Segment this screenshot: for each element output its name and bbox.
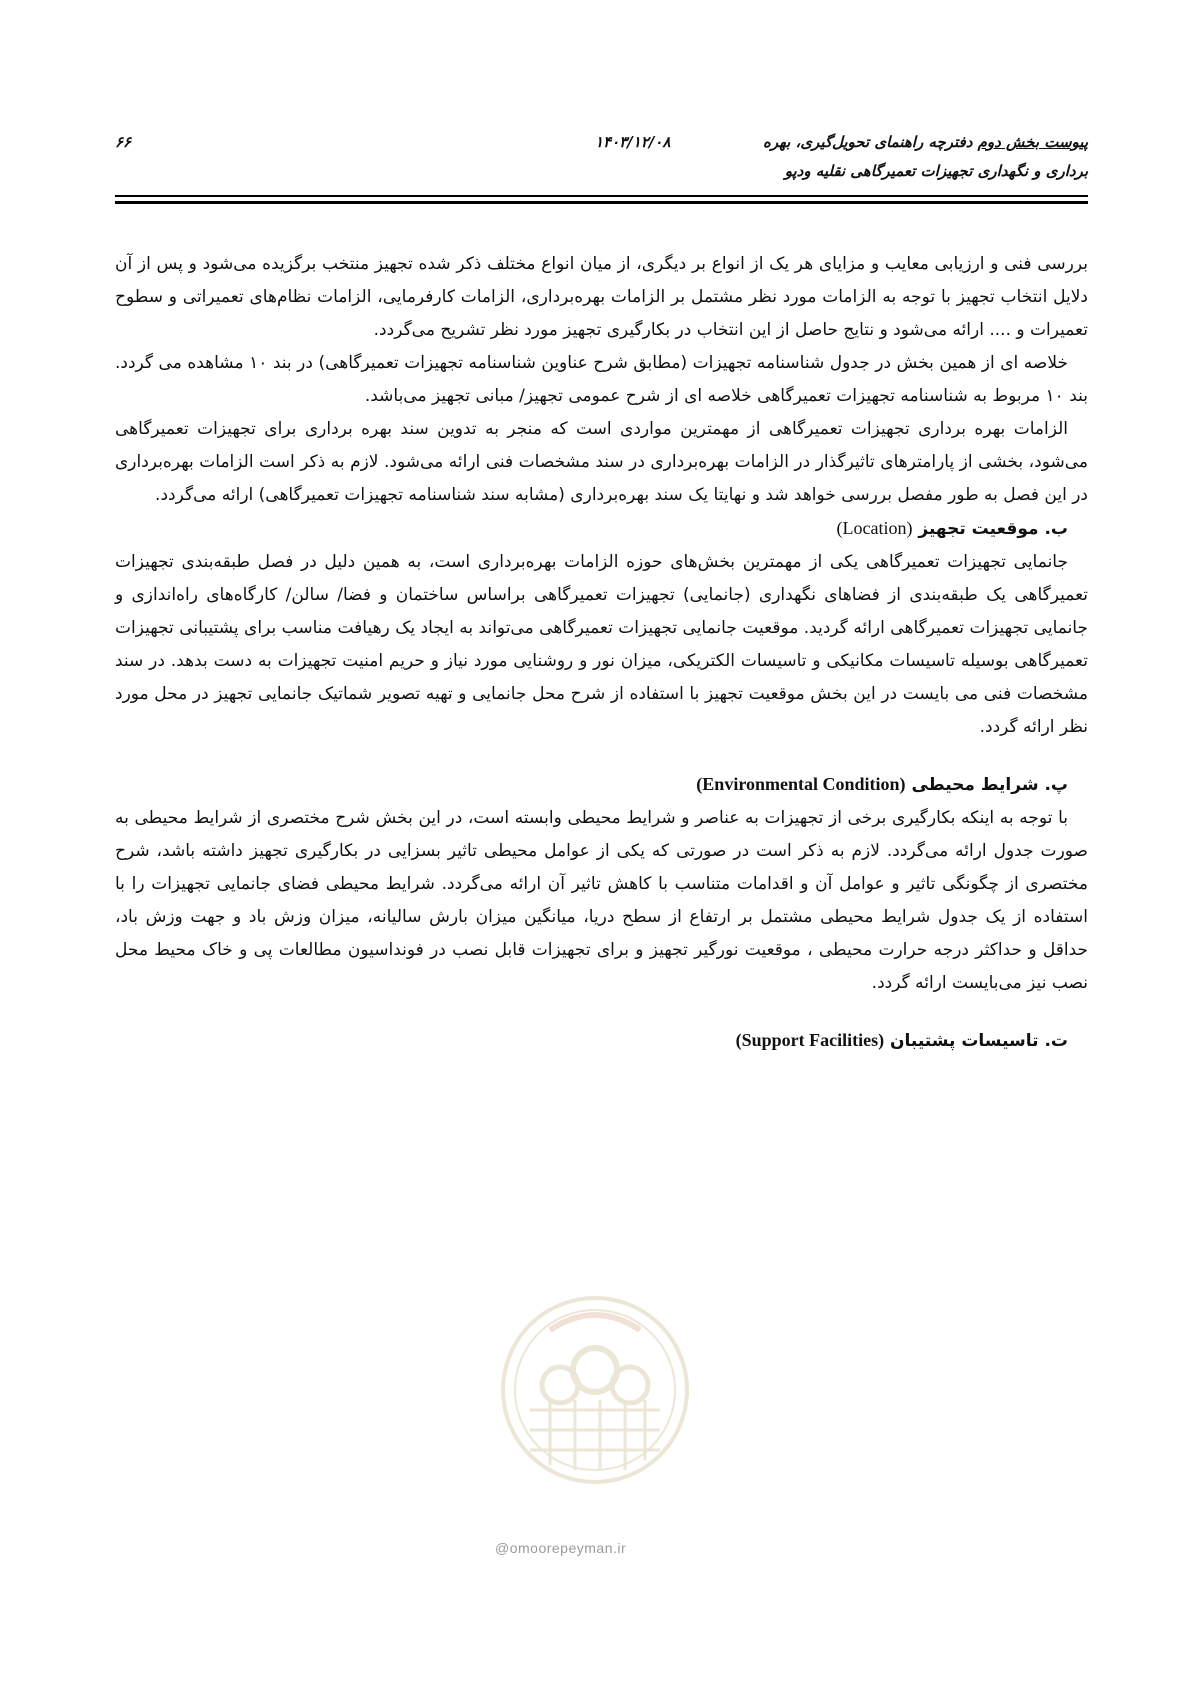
heading-location bbox=[115, 512, 1068, 546]
watermark-url: @omoorepeyman.ir bbox=[495, 1540, 627, 1556]
heading-support-en: (Support Facilities) bbox=[735, 1030, 885, 1050]
heading-support bbox=[115, 1024, 1068, 1058]
header-rule-thick bbox=[115, 201, 1088, 204]
header-title-underlined: پیوست بخش دوم bbox=[977, 133, 1088, 151]
watermark-seal-icon bbox=[490, 1290, 700, 1490]
heading-support-fa: ت. تاسیسات پشتیبان bbox=[890, 1031, 1068, 1051]
paragraph-3: الزامات بهره برداری تجهیزات تعمیرگاهی از مهمترین مواردی است که منجر به تدوین سند بهره برداری برای تجهیزات تعمیرگاهی می‌شود، بخشی از پارامترهای تاثیرگذار در الزامات بهره‌برداری در سند مشخصات فنی ارائه می‌شود. لازم به ذکر است الزامات بهره‌برداری در این فصل به طور مفصل بررسی خواهد شد و نهایتا یک سند بهره‌برداری (مشابه سند شناسنامه تجهیزات تعمیرگاهی) ارائه می‌گردد. bbox=[115, 419, 1088, 505]
document-body bbox=[115, 248, 1088, 1058]
paragraph-5: با توجه به اینکه بکارگیری برخی از تجهیزات به عناصر و شرایط محیطی وابسته است، در این بخش شرح مختصری از شرایط محیطی به صورت جدول ارائه می‌گردد. لازم به ذکر است در صورتی که یکی از عوامل محیطی تاثیر بسزایی در بکارگیری تجهیز داشته باشد، شرح مختصری از چگونگی تاثیر و عوامل آن و اقدامات متناسب با کاهش تاثیر آن ارائه می‌گردد. شرایط محیطی فضای جانمایی تجهیزات را با استفاده از یک جدول شرایط محیطی مشتمل بر ارتفاع از سطح دریا، میانگین میزان بارش سالیانه، میزان وزش باد و جهت وزش باد، حداقل و حداکثر درجه حرارت محیطی ، موقعیت نورگیر تجهیز و برای تجهیزات قابل نصب در فونداسیون مطالعات پی و خاک محیط محل نصب نیز می‌بایست ارائه گردد. bbox=[115, 808, 1088, 993]
heading-environmental bbox=[115, 768, 1068, 802]
page-header bbox=[115, 128, 1088, 188]
heading-environmental-fa: پ. شرایط محیطی bbox=[911, 775, 1068, 795]
header-title-line2: برداری و نگهداری تجهیزات تعمیرگاهی نقلیه ودپو bbox=[784, 162, 1088, 180]
header-title bbox=[763, 128, 1088, 186]
header-date: ۱۴۰۳/۱۲/۰۸ bbox=[595, 133, 671, 151]
header-rule-thin bbox=[115, 195, 1088, 197]
paragraph-4: جانمایی تجهیزات تعمیرگاهی یکی از مهمترین بخش‌های حوزه الزامات بهره‌برداری است، به همین دلیل در فصل طبقه‌بندی تجهیزات تعمیرگاهی یک طبقه‌بندی از فضاهای نگهداری (جانمایی) تجهیزات تعمیرگاهی براساس ساختمان و فضا/ سالن/ کارگاه‌های راه‌اندازی و جانمایی تجهیزات تعمیرگاهی ارائه گردید. موقعیت جانمایی تجهیزات تعمیرگاهی می‌تواند به ایجاد یک رهیافت مناسب برای پشتیبانی تجهیزات تعمیرگاهی بوسیله تاسیسات مکانیکی و تاسیسات الکتریکی، میزان نور و روشنایی مورد نیاز و حریم امنیت تجهیزات به دست بدهد. در سند مشخصات فنی می بایست در این بخش موقعیت تجهیز با استفاده از شرح محل جانمایی و تهیه تصویر شماتیک جانمایی تجهیز در محل مورد نظر ارائه گردد. bbox=[115, 552, 1088, 737]
heading-location-fa: ب. موقعیت تجهیز bbox=[918, 519, 1068, 539]
header-title-rest: دفترچه راهنمای تحویل‌گیری، بهره bbox=[763, 133, 978, 151]
heading-location-en: (Location) bbox=[836, 518, 913, 538]
paragraph-1: بررسی فنی و ارزیابی معایب و مزایای هر یک از انواع بر دیگری، از میان انواع مختلف ذکر شده تجهیز منتخب برگزیده می‌شود و پس از آن دلایل انتخاب تجهیز با توجه به الزامات مورد نظر مشتمل بر الزامات بهره‌برداری، الزامات کارفرمایی، الزامات نظام‌های تعمیراتی و سطوح تعمیرات و .... ارائه می‌شود و نتایج حاصل از این انتخاب در بکارگیری تجهیز مورد نظر تشریح می‌گردد. bbox=[115, 254, 1088, 340]
heading-environmental-en: (Environmental Condition) bbox=[696, 774, 906, 794]
paragraph-2: خلاصه ای از همین بخش در جدول شناسنامه تجهیزات (مطابق شرح عناوین شناسنامه تجهیزات تعمیرگاهی) در بند ۱۰ مشاهده می گردد. بند ۱۰ مربوط به شناسنامه تجهیزات تعمیرگاهی خلاصه ای از شرح عمومی تجهیز/ مبانی تجهیز می‌باشد. bbox=[115, 353, 1088, 406]
page-number: ۶۶ bbox=[115, 133, 132, 151]
